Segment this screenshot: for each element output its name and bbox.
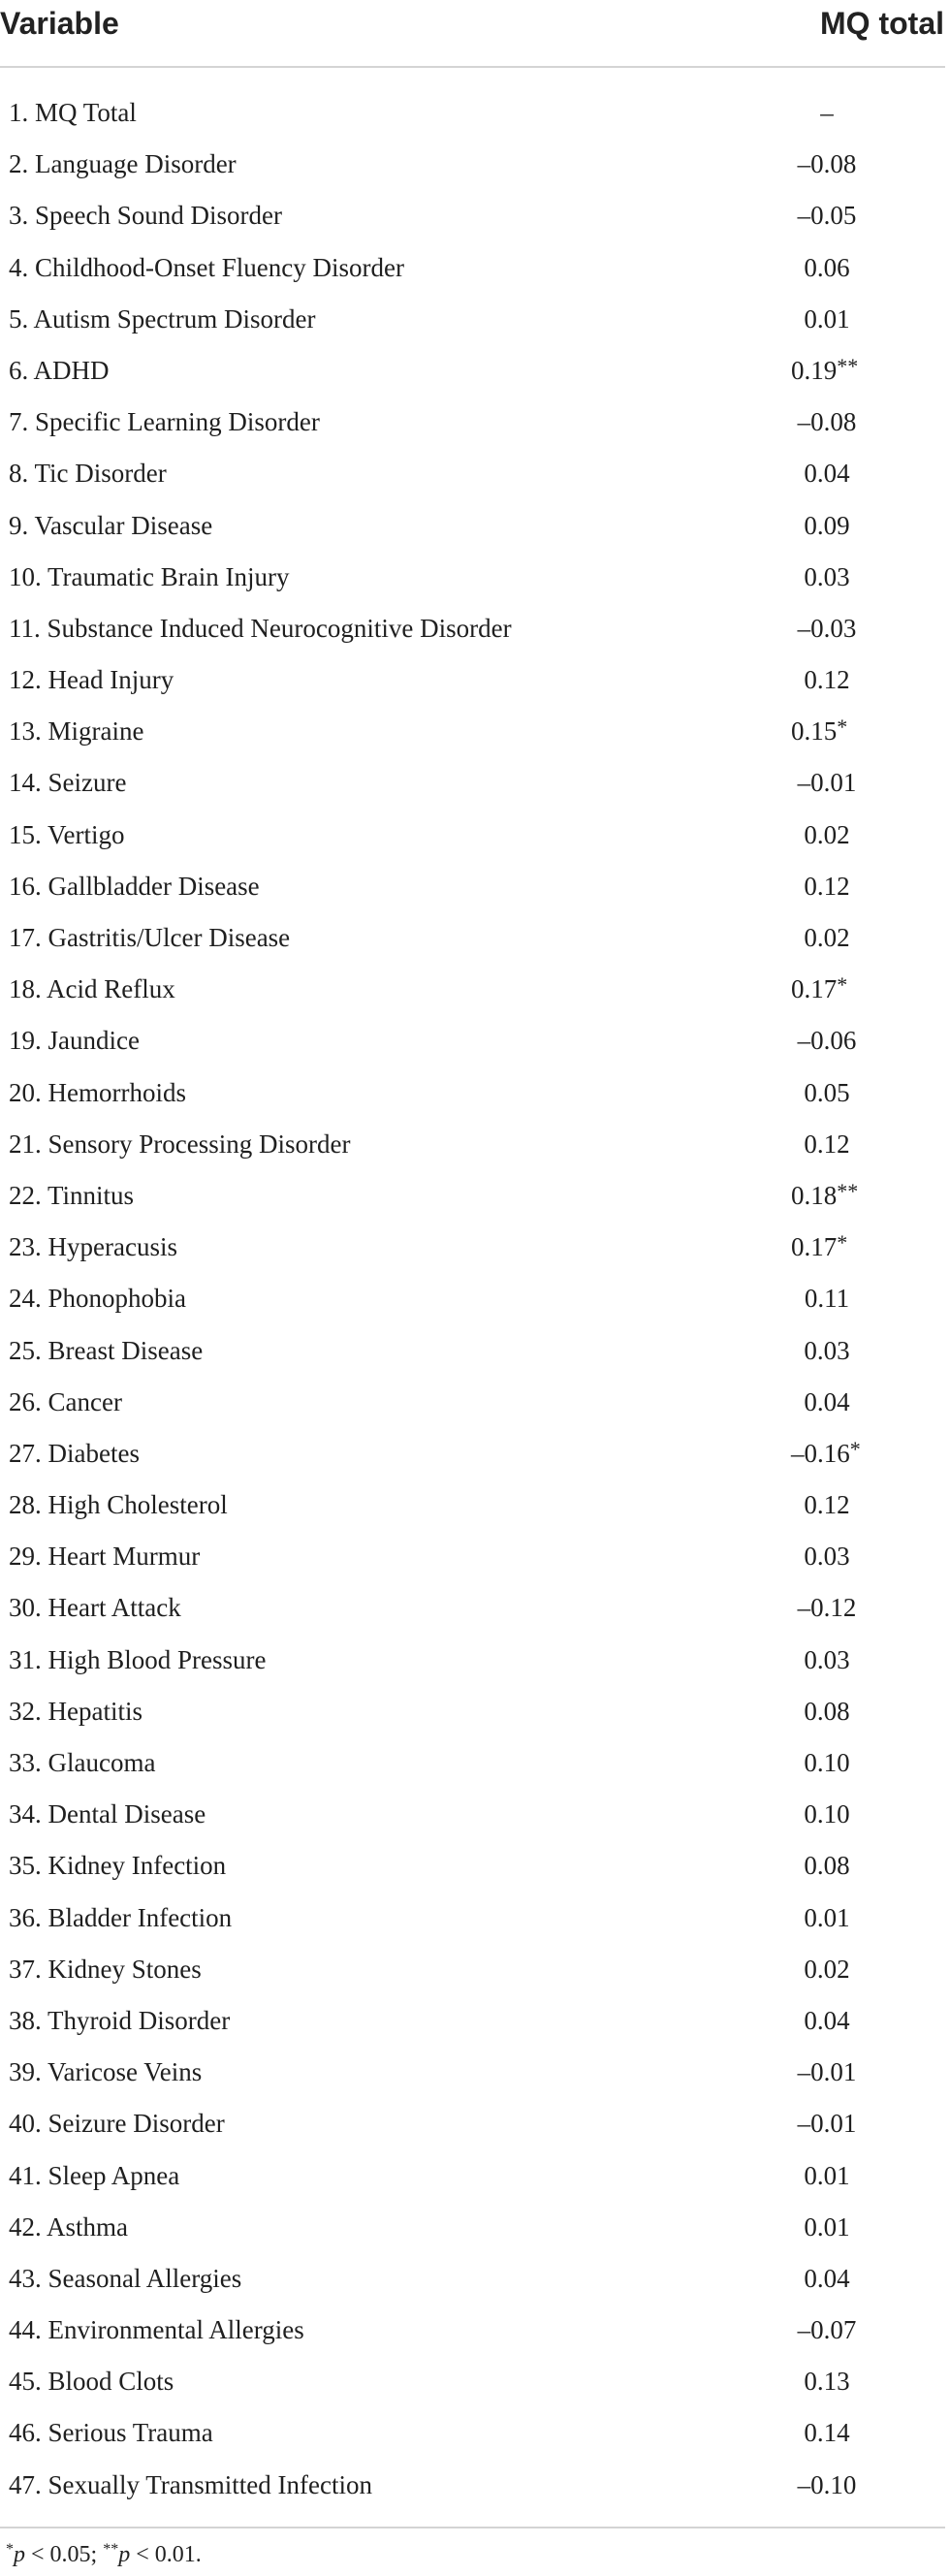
mq-total-value: –0.05: [797, 201, 857, 231]
mq-total-cell: [786, 810, 868, 861]
table-row: [0, 912, 950, 964]
mq-total-value: –0.01: [797, 768, 857, 798]
table-row: [0, 1273, 950, 1324]
mq-total-cell: [786, 603, 868, 654]
mq-total-value: 0.17: [791, 1232, 838, 1262]
mq-total-cell: [786, 1325, 868, 1377]
variable-label: 23. Hyperacusis: [9, 1232, 177, 1262]
mq-total-cell: [786, 757, 868, 809]
header-divider: [0, 66, 945, 68]
mq-total-value: 0.02: [804, 923, 850, 952]
mq-total-cell: [786, 1479, 868, 1531]
variable-label: 6. ADHD: [9, 355, 110, 385]
mq-total-cell: [786, 139, 868, 190]
footnote-mark-double: **: [103, 2541, 119, 2558]
mq-total-cell: [786, 1273, 868, 1324]
footnote-mark-single: *: [6, 2541, 14, 2558]
mq-total-cell: [786, 1944, 868, 1995]
mq-total-cell: [786, 552, 868, 603]
variable-label: 25. Breast Disease: [9, 1335, 204, 1365]
table-body: [0, 87, 950, 2511]
mq-total-cell: [786, 448, 868, 499]
variable-label: 19. Jaundice: [9, 1026, 140, 1056]
mq-total-cell: [786, 2047, 868, 2098]
table-row: [0, 1428, 950, 1479]
table-row: [0, 397, 950, 448]
table-row: [0, 706, 950, 757]
mq-total-value: –0.08: [797, 407, 857, 437]
significance-footnote: [6, 2542, 202, 2568]
variable-label: 37. Kidney Stones: [9, 1954, 202, 1984]
variable-label: 3. Speech Sound Disorder: [9, 201, 282, 231]
mq-total-value: 0.05: [804, 1077, 850, 1107]
mq-total-value: –0.03: [797, 613, 857, 643]
mq-total-value: –0.06: [797, 1026, 857, 1056]
mq-total-value: 0.04: [804, 459, 850, 489]
variable-column-header: Variable: [0, 6, 119, 41]
table-row: [0, 1015, 950, 1066]
mq-total-value: 0.13: [804, 2367, 850, 2397]
variable-label: 9. Vascular Disease: [9, 510, 213, 540]
table-row: [0, 1170, 950, 1222]
variable-label: 22. Tinnitus: [9, 1180, 135, 1210]
table-row: [0, 87, 950, 139]
variable-label: 18. Acid Reflux: [9, 974, 175, 1004]
table-row: [0, 757, 950, 809]
table-row: [0, 139, 950, 190]
table-row: [0, 1635, 950, 1686]
variable-label: 20. Hemorrhoids: [9, 1077, 186, 1107]
mq-total-cell: [786, 706, 847, 758]
mq-total-value: 0.19: [791, 355, 838, 385]
variable-label: 2. Language Disorder: [9, 149, 237, 179]
mq-total-value: 0.04: [804, 2005, 850, 2035]
mq-total-cell: [786, 1635, 868, 1686]
mq-total-value: –0.07: [797, 2315, 857, 2345]
variable-label: 45. Blood Clots: [9, 2367, 174, 2397]
mq-total-cell: [786, 1892, 868, 1944]
variable-label: 28. High Cholesterol: [9, 1490, 228, 1520]
mq-total-cell: [786, 500, 868, 552]
mq-total-cell: [786, 2098, 868, 2149]
mq-total-cell: [786, 861, 868, 912]
mq-total-value: 0.03: [804, 1335, 850, 1365]
variable-label: 39. Varicose Veins: [9, 2057, 203, 2087]
variable-label: 44. Environmental Allergies: [9, 2315, 304, 2345]
table-row: [0, 861, 950, 912]
mq-total-cell: [786, 87, 868, 139]
mq-total-cell: [786, 1531, 868, 1582]
mq-total-value: 0.04: [804, 2263, 850, 2293]
mq-total-value: 0.03: [804, 1644, 850, 1674]
variable-label: 24. Phonophobia: [9, 1284, 187, 1314]
variable-label: 14. Seizure: [9, 768, 127, 798]
mq-total-value: 0.03: [804, 1542, 850, 1572]
variable-label: 7. Specific Learning Disorder: [9, 407, 320, 437]
table-row: [0, 2150, 950, 2202]
significance-mark: *: [837, 972, 848, 998]
variable-label: 17. Gastritis/Ulcer Disease: [9, 923, 291, 952]
variable-label: 31. High Blood Pressure: [9, 1644, 267, 1674]
mq-total-cell: [786, 2407, 868, 2459]
mq-total-cell: [786, 2356, 868, 2407]
table-row: [0, 190, 950, 241]
mq-total-value: 0.01: [804, 303, 850, 334]
variable-label: 35. Kidney Infection: [9, 1851, 227, 1881]
table-row: [0, 2253, 950, 2305]
mq-total-cell: [786, 2305, 868, 2356]
table-row: [0, 1892, 950, 1944]
table-row: [0, 1995, 950, 2047]
table-row: [0, 2305, 950, 2356]
significance-mark: *: [837, 1230, 848, 1256]
mq-total-cell: [786, 2460, 868, 2511]
mq-total-value: 0.01: [804, 2160, 850, 2190]
table-row: [0, 603, 950, 654]
variable-label: 32. Hepatitis: [9, 1696, 142, 1726]
mq-total-cell: [786, 964, 847, 1016]
mq-total-value: 0.08: [804, 1851, 850, 1881]
significance-mark: *: [837, 715, 848, 740]
mq-total-column-header: MQ total: [820, 6, 944, 41]
significance-mark: *: [849, 1436, 861, 1461]
table-row: [0, 2407, 950, 2459]
mq-total-value: 0.12: [804, 665, 850, 695]
table-row: [0, 1840, 950, 1892]
mq-total-cell: [786, 1015, 868, 1066]
table-row: [0, 552, 950, 603]
variable-label: 21. Sensory Processing Disorder: [9, 1129, 351, 1159]
table-row: [0, 294, 950, 345]
footnote-threshold-05: < 0.05;: [25, 2542, 104, 2567]
significance-mark: **: [837, 1178, 859, 1203]
table-row: [0, 1531, 950, 1582]
variable-label: 43. Seasonal Allergies: [9, 2263, 242, 2293]
variable-label: 47. Sexually Transmitted Infection: [9, 2469, 372, 2499]
mq-total-value: –0.16: [791, 1438, 850, 1468]
mq-total-cell: [786, 1737, 868, 1789]
table-row: [0, 2047, 950, 2098]
variable-label: 15. Vertigo: [9, 819, 125, 849]
mq-total-value: 0.04: [804, 1386, 850, 1416]
mq-total-value: 0.01: [804, 2211, 850, 2242]
variable-label: 1. MQ Total: [9, 98, 137, 127]
mq-total-cell: [786, 1377, 868, 1428]
mq-total-cell: [786, 654, 868, 706]
mq-total-cell: [786, 1582, 868, 1634]
footer-divider: [0, 2527, 945, 2528]
footnote-p-symbol: p: [118, 2542, 131, 2567]
table-row: [0, 964, 950, 1015]
mq-total-value: –: [820, 98, 834, 127]
mq-total-cell: [786, 1222, 847, 1274]
variable-label: 11. Substance Induced Neurocognitive Disorder: [9, 613, 512, 643]
table-row: [0, 810, 950, 861]
table-row: [0, 2098, 950, 2149]
mq-total-value: 0.02: [804, 819, 850, 849]
table-row: [0, 1119, 950, 1170]
mq-total-value: 0.12: [804, 1490, 850, 1520]
mq-total-cell: [786, 1428, 861, 1480]
mq-total-value: 0.03: [804, 561, 850, 591]
mq-total-cell: [786, 190, 868, 241]
table-row: [0, 500, 950, 552]
mq-total-cell: [786, 397, 868, 448]
variable-label: 38. Thyroid Disorder: [9, 2005, 231, 2035]
mq-total-value: 0.15: [791, 716, 838, 747]
variable-label: 8. Tic Disorder: [9, 459, 167, 489]
mq-total-cell: [786, 1686, 868, 1737]
mq-total-cell: [786, 2253, 868, 2305]
mq-total-value: 0.01: [804, 1902, 850, 1932]
variable-label: 29. Heart Murmur: [9, 1542, 201, 1572]
mq-total-value: 0.12: [804, 1129, 850, 1159]
mq-total-value: 0.14: [804, 2418, 850, 2448]
table-row: [0, 1737, 950, 1789]
table-row: [0, 242, 950, 294]
variable-label: 10. Traumatic Brain Injury: [9, 561, 290, 591]
mq-total-value: 0.10: [804, 1748, 850, 1777]
variable-label: 41. Sleep Apnea: [9, 2160, 180, 2190]
variable-label: 36. Bladder Infection: [9, 1902, 233, 1932]
variable-label: 4. Childhood-Onset Fluency Disorder: [9, 252, 404, 282]
mq-total-cell: [786, 242, 868, 294]
footnote-threshold-01: < 0.01.: [130, 2542, 202, 2567]
footnote-p-symbol: p: [14, 2542, 25, 2567]
mq-total-value: –0.01: [797, 2109, 857, 2139]
mq-total-value: 0.06: [804, 252, 850, 282]
mq-total-cell: [786, 1067, 868, 1119]
table-row: [0, 1479, 950, 1531]
variable-label: 27. Diabetes: [9, 1438, 140, 1468]
mq-total-cell: [786, 2150, 868, 2202]
table-header: [0, 0, 950, 66]
mq-total-value: –0.10: [797, 2469, 857, 2499]
table-row: [0, 1789, 950, 1840]
mq-total-cell: [786, 1789, 868, 1840]
variable-label: 33. Glaucoma: [9, 1748, 156, 1777]
mq-total-value: 0.02: [804, 1954, 850, 1984]
mq-total-value: 0.17: [791, 974, 838, 1004]
table-row: [0, 1067, 950, 1119]
mq-total-value: 0.10: [804, 1799, 850, 1829]
table-row: [0, 1686, 950, 1737]
variable-label: 12. Head Injury: [9, 665, 174, 695]
variable-label: 42. Asthma: [9, 2211, 129, 2242]
significance-mark: **: [837, 353, 859, 378]
mq-total-value: 0.18: [791, 1180, 838, 1210]
variable-label: 16. Gallbladder Disease: [9, 871, 260, 901]
mq-total-value: –0.01: [797, 2057, 857, 2087]
variable-label: 46. Serious Trauma: [9, 2418, 213, 2448]
mq-total-value: 0.12: [804, 871, 850, 901]
variable-label: 13. Migraine: [9, 716, 144, 747]
mq-total-value: –0.08: [797, 149, 857, 179]
table-row: [0, 2356, 950, 2407]
table-row: [0, 1222, 950, 1273]
table-row: [0, 345, 950, 397]
table-row: [0, 1944, 950, 1995]
mq-total-cell: [786, 2202, 868, 2253]
table-row: [0, 2202, 950, 2253]
table-row: [0, 1377, 950, 1428]
variable-label: 34. Dental Disease: [9, 1799, 206, 1829]
mq-total-value: 0.11: [804, 1284, 850, 1314]
table-row: [0, 1325, 950, 1377]
mq-total-cell: [786, 912, 868, 964]
mq-total-value: 0.09: [804, 510, 850, 540]
mq-total-cell: [786, 345, 858, 398]
variable-label: 40. Seizure Disorder: [9, 2109, 225, 2139]
table-row: [0, 1582, 950, 1634]
mq-total-cell: [786, 1995, 868, 2047]
variable-label: 30. Heart Attack: [9, 1593, 181, 1623]
mq-total-cell: [786, 294, 868, 345]
table-row: [0, 2460, 950, 2511]
mq-total-cell: [786, 1119, 868, 1170]
mq-total-cell: [786, 1170, 858, 1223]
table-row: [0, 654, 950, 706]
table-row: [0, 448, 950, 499]
mq-total-value: 0.08: [804, 1696, 850, 1726]
variable-label: 5. Autism Spectrum Disorder: [9, 303, 316, 334]
mq-total-value: –0.12: [797, 1593, 857, 1623]
mq-total-cell: [786, 1840, 868, 1892]
variable-label: 26. Cancer: [9, 1386, 122, 1416]
